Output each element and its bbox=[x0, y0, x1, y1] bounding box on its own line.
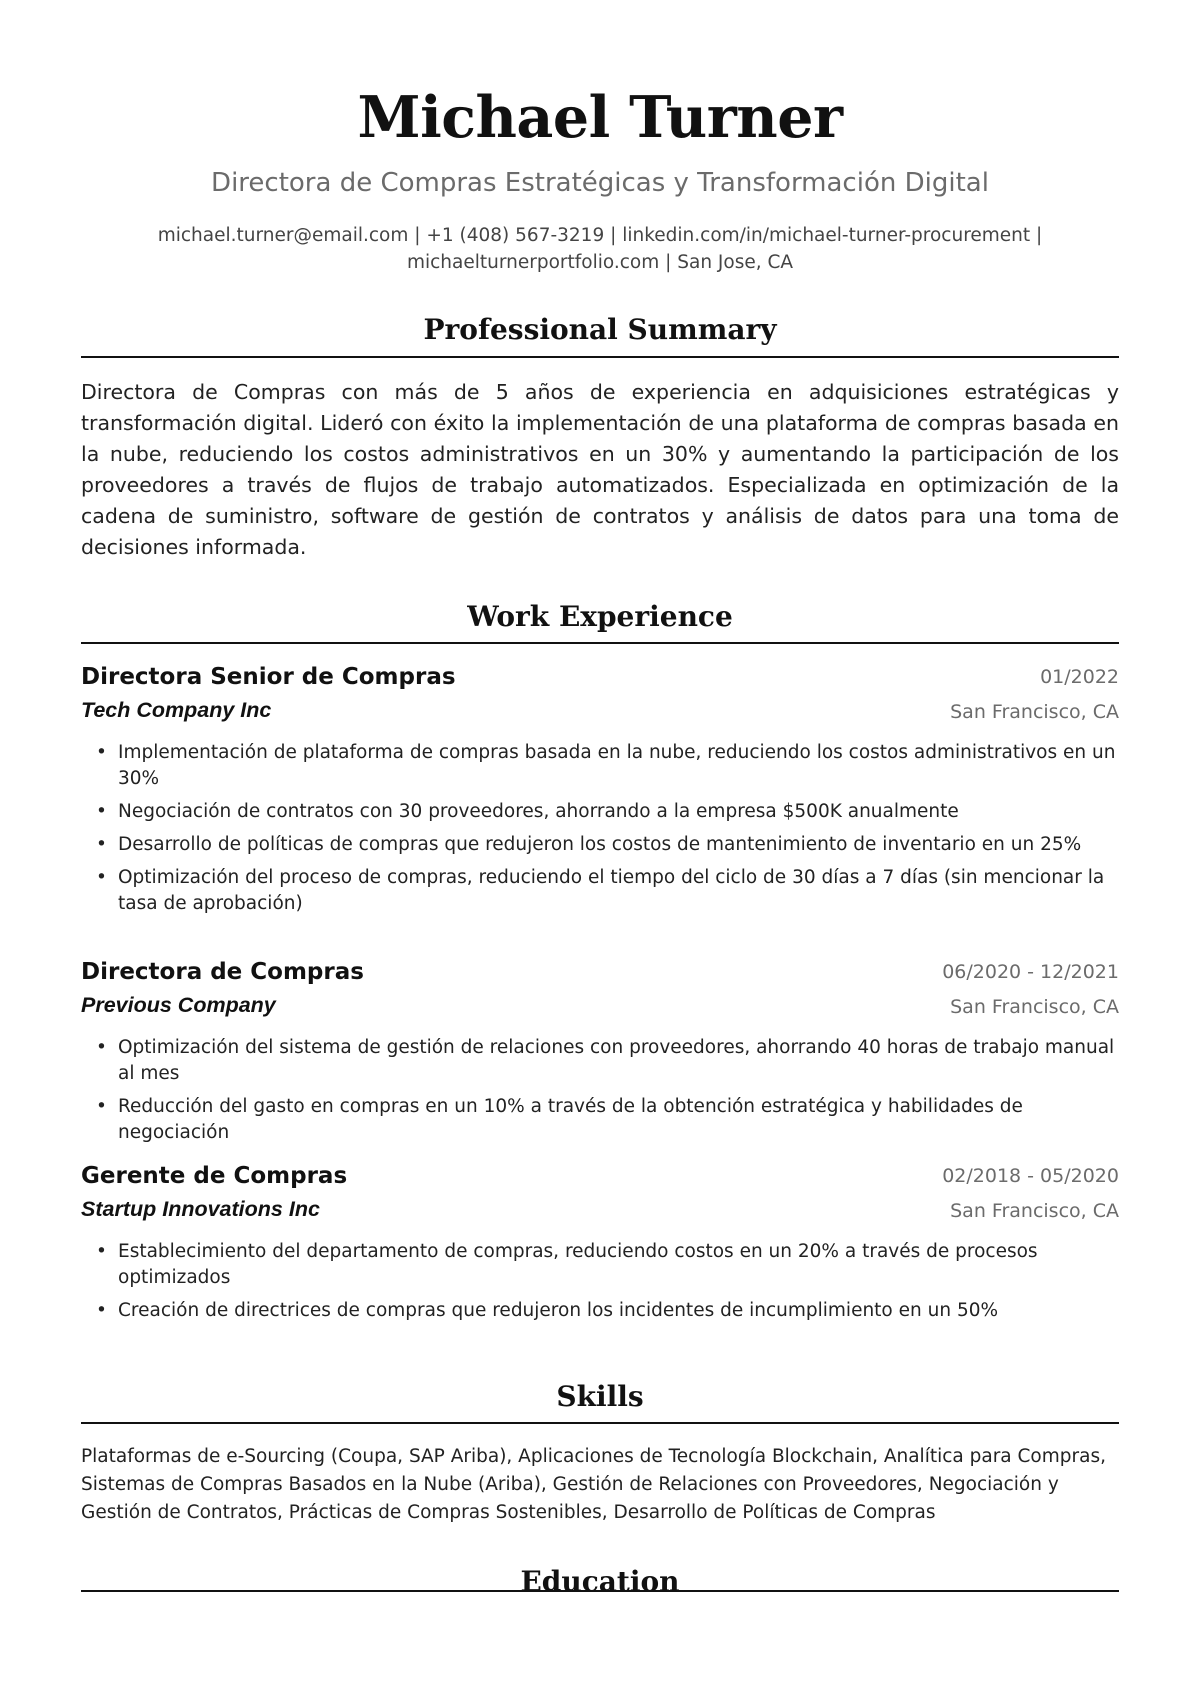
list-item: • Desarrollo de políticas de compras que redujeron los costos de mantenimiento de inventario en un 25% bbox=[81, 832, 1119, 858]
contact-info bbox=[81, 222, 1119, 276]
section-title-education: Education bbox=[520, 1565, 680, 1598]
bullet-icon: • bbox=[96, 867, 107, 888]
job-dates: 02/2018 - 05/2020 bbox=[942, 1165, 1119, 1187]
job-title: Directora Senior de Compras bbox=[81, 664, 456, 690]
job-bullets bbox=[81, 1239, 1119, 1331]
section-title-experience: Work Experience bbox=[467, 600, 733, 633]
contact-line-2: michaelturnerportfolio.com | San Jose, CA bbox=[406, 252, 794, 273]
candidate-role: Directora de Compras Estratégicas y Transformación Digital bbox=[211, 168, 989, 198]
job-company: Tech Company Inc bbox=[81, 698, 272, 722]
list-item: • Optimización del sistema de gestión de relaciones con proveedores, ahorrando 40 horas de trabajo manual al mes bbox=[96, 1037, 1115, 1084]
job-company: Previous Company bbox=[81, 993, 276, 1017]
summary-text: Directora de Compras con más de 5 años de experiencia en adquisiciones estratégicas y transformación digital. Lideró con éxito la implementación de una plataforma de compras basada en la nube, reduciendo los costos administrativos en un 30% y aumentando la participación de los proveedores a través de flujos de trabajo automatizados. Especializada en optimización de la cadena de suministro, software de gestión de contratos y análisis de datos para una toma de decisiones informada. bbox=[81, 380, 1119, 559]
job-dates: 01/2022 bbox=[1040, 666, 1119, 688]
list-item: • Reducción del gasto en compras en un 10% a través de la obtención estratégica y habilidades de negociación bbox=[96, 1096, 1023, 1143]
section-title-skills: Skills bbox=[556, 1380, 644, 1413]
job-location: San Francisco, CA bbox=[950, 1200, 1119, 1222]
bullet-icon: • bbox=[96, 1037, 107, 1058]
bullet-icon: • bbox=[96, 834, 107, 855]
job-company: Startup Innovations Inc bbox=[81, 1197, 320, 1221]
skills-text: Plataformas de e-Sourcing (Coupa, SAP Ariba), Aplicaciones de Tecnología Blockchain, Analítica para Compras, Sistemas de Compras Basados en la Nube (Ariba), Gestión de Relaciones con Proveedores, Negociación y Gestión de Contratos, Prácticas de Compras Sostenibles, Desarrollo de Políticas de Compras bbox=[81, 1446, 1106, 1523]
section-divider bbox=[81, 1590, 1119, 1592]
candidate-name: Michael Turner bbox=[357, 84, 843, 151]
job-bullets bbox=[81, 1035, 1119, 1153]
job-dates: 06/2020 - 12/2021 bbox=[942, 961, 1119, 983]
job-bullets bbox=[81, 740, 1119, 924]
contact-line-1: michael.turner@email.com | +1 (408) 567-3219 | linkedin.com/in/michael-turner-procurement | bbox=[157, 225, 1043, 246]
section-title-summary: Professional Summary bbox=[423, 313, 777, 346]
bullet-icon: • bbox=[96, 1241, 107, 1262]
list-item: • Optimización del proceso de compras, reduciendo el tiempo del ciclo de 30 días a 7 días (sin mencionar la tasa de aprobación) bbox=[96, 867, 1105, 914]
bullet-icon: • bbox=[96, 1096, 107, 1117]
list-item: • Implementación de plataforma de compras basada en la nube, reduciendo los costos administrativos en un 30% bbox=[96, 742, 1116, 789]
section-divider bbox=[81, 1422, 1119, 1424]
list-item: • Establecimiento del departamento de compras, reduciendo costos en un 20% a través de procesos optimizados bbox=[96, 1241, 1038, 1288]
bullet-icon: • bbox=[96, 1300, 107, 1321]
job-title: Gerente de Compras bbox=[81, 1163, 348, 1189]
list-item: • Creación de directrices de compras que redujeron los incidentes de incumplimiento en un 50% bbox=[81, 1298, 1119, 1324]
job-location: San Francisco, CA bbox=[950, 996, 1119, 1018]
section-divider bbox=[81, 356, 1119, 358]
list-item: • Negociación de contratos con 30 proveedores, ahorrando a la empresa $500K anualmente bbox=[81, 799, 1119, 825]
job-title: Directora de Compras bbox=[81, 959, 364, 985]
section-divider bbox=[81, 642, 1119, 644]
bullet-icon: • bbox=[96, 801, 107, 822]
job-location: San Francisco, CA bbox=[950, 701, 1119, 723]
bullet-icon: • bbox=[96, 742, 107, 763]
